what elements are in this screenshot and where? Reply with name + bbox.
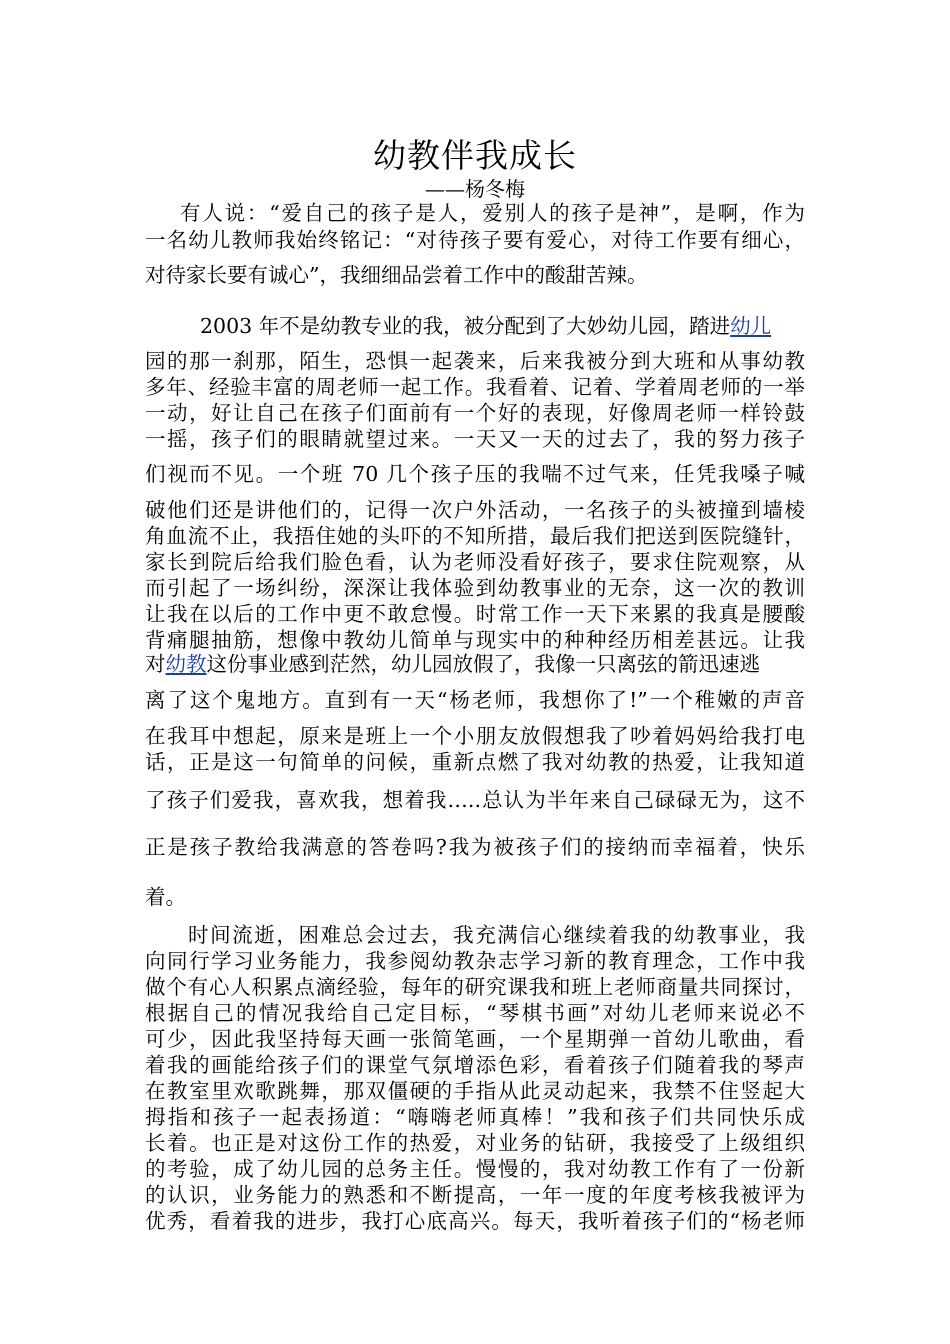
author-line: ——杨冬梅 — [425, 177, 525, 201]
link-youjiao[interactable]: 幼教 — [165, 652, 207, 676]
paragraph-3-line: 优秀，看着我的进步，我打心底高兴。每天，我听着孩子们的“杨老师 — [145, 1209, 805, 1233]
paragraph-3-line: 的认识，业务能力的熟悉和不断提高，一年一度的年度考核我被评为 — [145, 1183, 805, 1207]
paragraph-3-line: 做个有心人积累点滴经验，每年的研究课我和班上老师商量共同探讨， — [145, 975, 805, 999]
paragraph-3-line: 的考验，成了幼儿园的总务主任。慢慢的，我对幼教工作有了一份新 — [145, 1157, 805, 1181]
paragraph-3-line: 拇指和孩子一起表扬道：“嗨嗨老师真棒！”我和孩子们共同快乐成 — [145, 1105, 805, 1129]
paragraph-2-line: 着。 — [145, 885, 186, 909]
paragraph-3-line: 可少，因此我坚持每天画一张简笔画，一个星期弹一首幼儿歌曲，看 — [145, 1027, 805, 1051]
link-youer[interactable]: 幼儿 — [730, 314, 772, 338]
paragraph-2-line: 多年、经验丰富的周老师一起工作。我看着、记着、学着周老师的一举 — [145, 375, 805, 399]
paragraph-3-line: 根据自己的情况我给自己定目标，“琴棋书画”对幼儿老师来说必不 — [145, 1001, 805, 1025]
paragraph-2-line: 一摇，孩子们的眼睛就望过来。一天又一天的过去了，我的努力孩子 — [145, 427, 805, 451]
line-text: 这份事业感到茫然，幼儿园放假了，我像一只离弦的箭迅速逃 — [206, 652, 760, 676]
paragraph-2-line: 们视而不见。一个班 70 几个孩子压的我喘不过气来，任凭我嗓子喊 — [145, 462, 805, 486]
paragraph-2-line: 让我在以后的工作中更不敢怠慢。时常工作一天下来累的我真是腰酸 — [145, 602, 805, 626]
paragraph-2-line — [145, 651, 805, 677]
paragraph-2-line: 背痛腿抽筋，想像中教幼儿简单与现实中的种种经历相差甚远。让我 — [145, 628, 805, 652]
paragraph-2-line: 离了这个鬼地方。直到有一天“杨老师，我想你了!”一个稚嫩的声音 — [145, 688, 805, 712]
paragraph-3-line: 向同行学习业务能力，我参阅幼教杂志学习新的教育理念，工作中我 — [145, 949, 805, 973]
paragraph-2-line: 破他们还是讲他们的，记得一次户外活动，一名孩子的头被撞到墙棱 — [145, 498, 805, 522]
line-text: 2003 年不是幼教专业的我，被分配到了大妙幼儿园，踏进 — [200, 314, 731, 338]
paragraph-2-line: 在我耳中想起，原来是班上一个小朋友放假想我了吵着妈妈给我打电 — [145, 724, 805, 748]
paragraph-3-line: 在教室里欢歌跳舞，那双僵硬的手指从此灵动起来，我禁不住竖起大 — [145, 1079, 805, 1103]
paragraph-1-line: 一名幼儿教师我始终铭记：“对待孩子要有爱心，对待工作要有细心， — [145, 228, 805, 252]
paragraph-2-line: 园的那一刹那，陌生，恐惧一起袭来，后来我被分到大班和从事幼教 — [145, 349, 805, 373]
paragraph-2-line: 家长到院后给我们脸色看，认为老师没看好孩子，要求住院观察，从 — [145, 550, 805, 574]
paragraph-2-line: 正是孩子教给我满意的答卷吗?我为被孩子们的接纳而幸福着，快乐 — [145, 835, 805, 859]
document-title: 幼教伴我成长 — [373, 136, 577, 175]
paragraph-3-line: 时间流逝，困难总会过去，我充满信心继续着我的幼教事业，我 — [188, 923, 805, 947]
paragraph-1-line: 有人说：“爱自己的孩子是人，爱别人的孩子是神”，是啊，作为 — [180, 201, 805, 225]
paragraph-1-line: 对待家长要有诚心”，我细细品尝着工作中的酸甜苦辣。 — [145, 263, 648, 287]
paragraph-2-line: 了孩子们爱我，喜欢我，想着我…..总认为半年来自己碌碌无为，这不 — [145, 788, 805, 812]
line-text: 对 — [145, 652, 166, 676]
paragraph-2-line: 而引起了一场纠纷，深深让我体验到幼教事业的无奈，这一次的教训 — [145, 576, 805, 600]
paragraph-2-line — [200, 313, 805, 339]
paragraph-2-line: 话，正是这一句简单的问候，重新点燃了我对幼教的热爱，让我知道 — [145, 750, 805, 774]
paragraph-3-line: 长着。也正是对这份工作的热爱，对业务的钻研，我接受了上级组织 — [145, 1131, 805, 1155]
paragraph-2-line: 角血流不止，我捂住她的头吓的不知所措，最后我们把送到医院缝针， — [145, 524, 805, 548]
paragraph-2-line: 一动，好让自己在孩子们面前有一个好的表现，好像周老师一样铃鼓 — [145, 401, 805, 425]
paragraph-3-line: 着我的画能给孩子们的课堂气氛增添色彩，看着孩子们随着我的琴声 — [145, 1053, 805, 1077]
